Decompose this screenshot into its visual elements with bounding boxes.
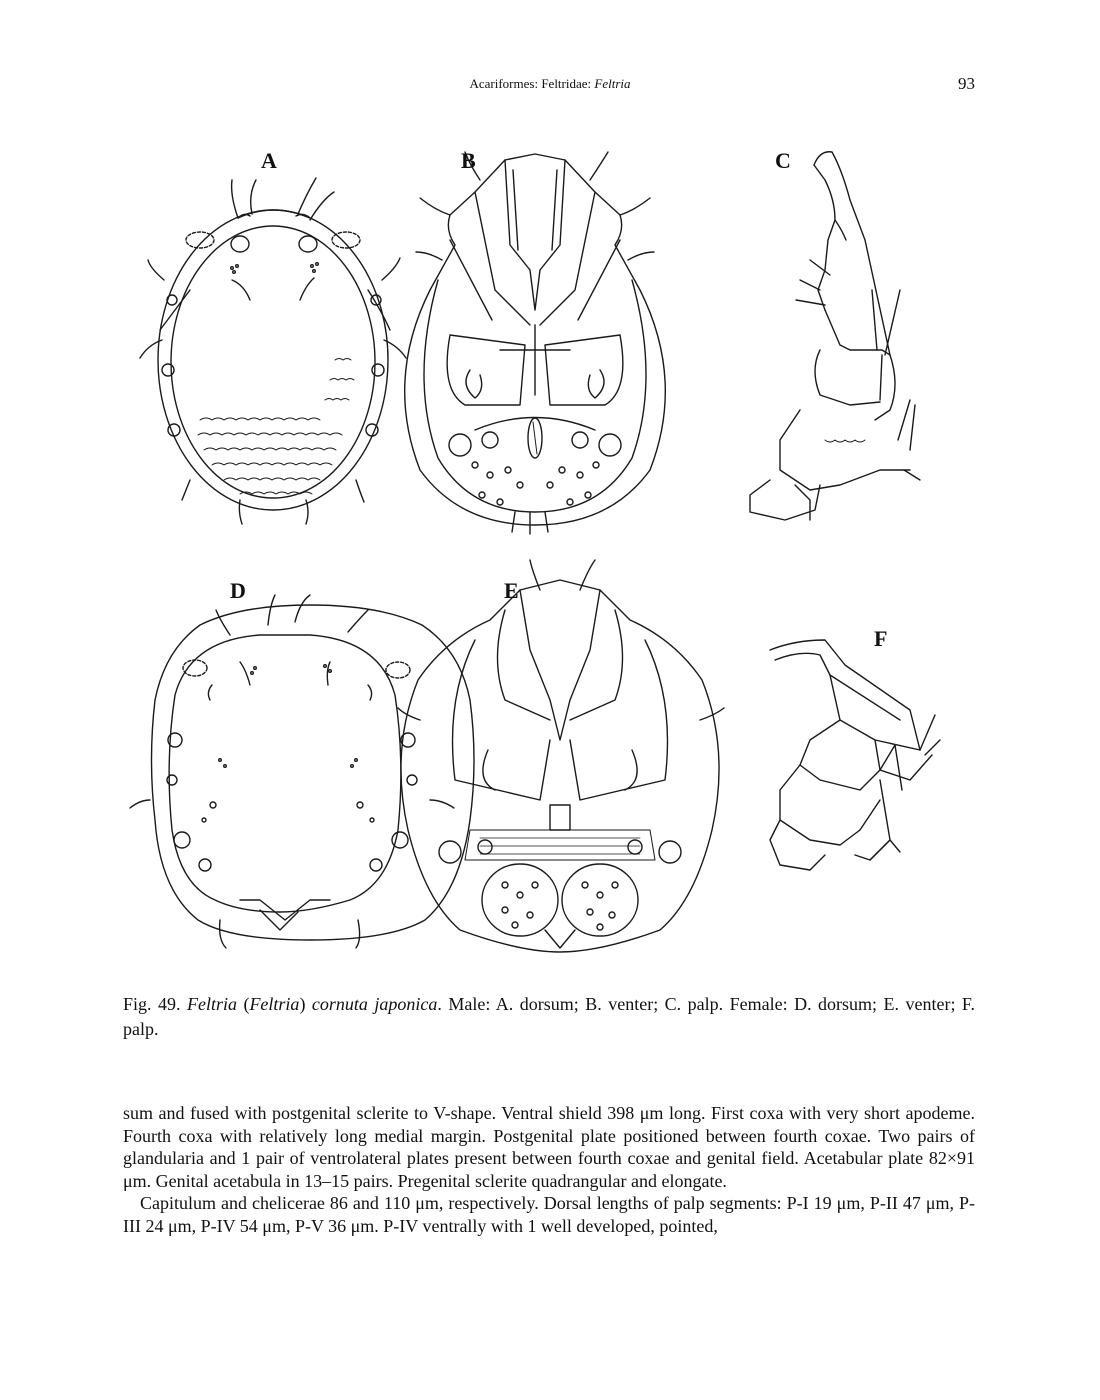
body-paragraph-2: Capitulum and chelicerae 86 and 110 μm, respectively. Dorsal lengths of palp segments: P-I 19 μm, P-II 47 μm, P-III 24 μm, P-IV 54 μm, P-V 36 μm. P-IV ventrally with 1 well developed, pointed, <box>123 1193 975 1236</box>
caption-subgenus: Feltria <box>249 994 300 1014</box>
caption-label: Fig. 49. <box>123 994 181 1014</box>
running-head <box>125 76 975 98</box>
running-title-genus: Feltria <box>594 76 631 91</box>
figure-caption: Fig. 49. Feltria (Feltria) cornuta japonica. Male: A. dorsum; B. venter; C. palp. Female: D. dorsum; E. venter; F. palp. <box>123 994 975 1039</box>
caption-species: cornuta japonica <box>311 994 438 1014</box>
panel-f-drawing <box>770 640 940 870</box>
panel-label-e: E <box>504 578 519 603</box>
body-paragraph-1: sum and fused with postgenital sclerite to V-shape. Ventral shield 398 μm long. First coxa with very short apodeme. Fourth coxa with relatively long medial margin. Postgenital plate positioned between fourth coxae. Two pairs of glandularia and 1 pair of ventrolateral plates present between fourth coxae and genital field. Acetabular plate 82×91 μm. Genital acetabula in 13–15 pairs. Pregenital sclerite quadrangular and elongate. <box>123 1103 975 1191</box>
panel-label-f: F <box>874 626 888 651</box>
running-title <box>125 76 975 92</box>
page-number: 93 <box>958 74 975 93</box>
caption-text: . Male: A. dorsum; B. venter; C. palp. Female: D. dorsum; E. venter; F. palp. <box>123 994 975 1039</box>
figure-drawing <box>120 140 980 960</box>
body-text <box>123 1102 975 1237</box>
panel-d-drawing <box>130 595 474 948</box>
running-title-prefix: Acariformes: Feltridae: <box>469 76 595 91</box>
panel-label-c: C <box>775 148 791 173</box>
figure-49 <box>120 140 980 960</box>
panel-label-b: B <box>461 148 476 173</box>
panel-label-a: A <box>261 148 277 173</box>
panel-a-drawing <box>140 178 406 524</box>
panel-b-drawing <box>405 152 666 534</box>
panel-c-drawing <box>750 152 920 520</box>
panel-label-d: D <box>230 578 246 603</box>
caption-genus: Feltria <box>186 994 237 1014</box>
